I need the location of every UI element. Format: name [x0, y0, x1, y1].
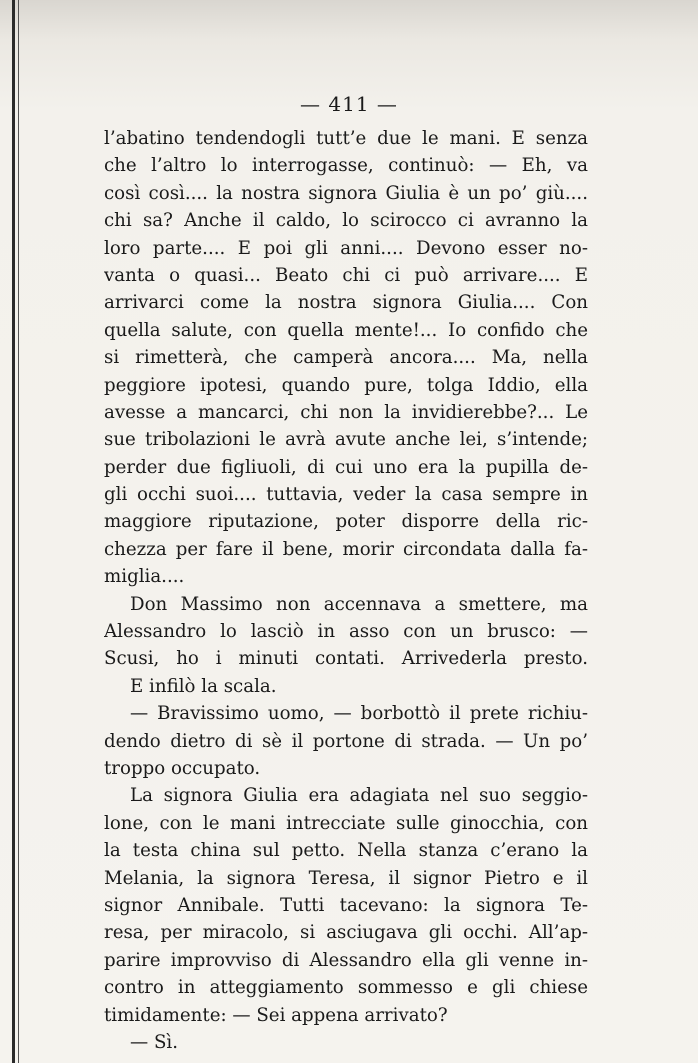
- page-number: — 411 —: [300, 92, 398, 116]
- text-line: l’abatino tendendogli tutt’e due le mani. E senza: [104, 128, 588, 149]
- text-line: La signora Giulia era adagiata nel suo seggio-: [130, 785, 588, 807]
- text-line: chezza per fare il bene, morir circondata dalla fa-: [104, 538, 588, 560]
- text-line: Melania, la signora Teresa, il signor Pietro e il: [104, 867, 588, 889]
- text-line: così così.... la nostra signora Giulia è un po’ giù....: [104, 182, 588, 204]
- text-line: perder due figliuoli, di cui uno era la pupilla de-: [104, 456, 588, 478]
- text-line: loro parte.... E poi gli anni.... Devono esser no-: [104, 237, 588, 259]
- text-line: Scusi, ho i minuti contati. Arrivederla presto.: [104, 648, 588, 670]
- text-line: quella salute, con quella mente!... Io confido che: [104, 319, 588, 341]
- text-line: troppo occupato.: [104, 757, 261, 779]
- text-line: arrivarci come la nostra signora Giulia.... Con: [104, 292, 588, 314]
- text-line: miglia....: [104, 566, 185, 588]
- text-line: gli occhi suoi.... tuttavia, veder la casa sempre in: [104, 484, 588, 506]
- text-line: peggiore ipotesi, quando pure, tolga Iddio, ella: [104, 374, 588, 396]
- text-line: la testa china sul petto. Nella stanza c’erano la: [104, 840, 588, 862]
- text-line: si rimetterà, che camperà ancora.... Ma, nella: [104, 347, 588, 369]
- binding-edge: [12, 0, 15, 1063]
- text-line: signor Annibale. Tutti tacevano: la signora Te-: [104, 894, 588, 916]
- body-text: [104, 125, 588, 1056]
- text-line: dendo dietro di sè il portone di strada. — Un po’: [104, 730, 588, 752]
- text-line: Don Massimo non accennava a smettere, ma: [130, 593, 588, 615]
- text-line: maggiore riputazione, poter disporre della ric-: [104, 511, 588, 533]
- text-line: resa, per miracolo, si asciugava gli occhi. All’ap-: [104, 922, 588, 944]
- text-line: avesse a mancarci, chi non la invidierebbe?... Le: [104, 401, 588, 423]
- text-line: parire improvviso di Alessandro ella gli venne in-: [104, 949, 588, 971]
- text-line: che l’altro lo interrogasse, continuò: — Eh, va: [104, 155, 588, 177]
- text-line: sue tribolazioni le avrà avute anche lei, s’intende;: [104, 429, 588, 451]
- text-line: lone, con le mani intrecciate sulle ginocchia, con: [104, 812, 588, 834]
- text-line: Alessandro lo lasciò in asso con un brusco: —: [104, 621, 588, 643]
- text-line: E infilò la scala.: [130, 675, 277, 697]
- text-line: chi sa? Anche il caldo, lo scirocco ci avranno la: [104, 210, 588, 232]
- text-line: timidamente: — Sei appena arrivato?: [104, 1004, 448, 1026]
- text-line: vanta o quasi... Beato chi ci può arrivare.... E: [104, 264, 588, 286]
- text-line: contro in atteggiamento sommesso e gli chiese: [104, 977, 588, 999]
- text-line: — Bravissimo uomo, — borbottò il prete richiu-: [130, 703, 588, 725]
- text-line: — Sì.: [130, 1031, 179, 1053]
- binding-edge-inner: [18, 0, 19, 1063]
